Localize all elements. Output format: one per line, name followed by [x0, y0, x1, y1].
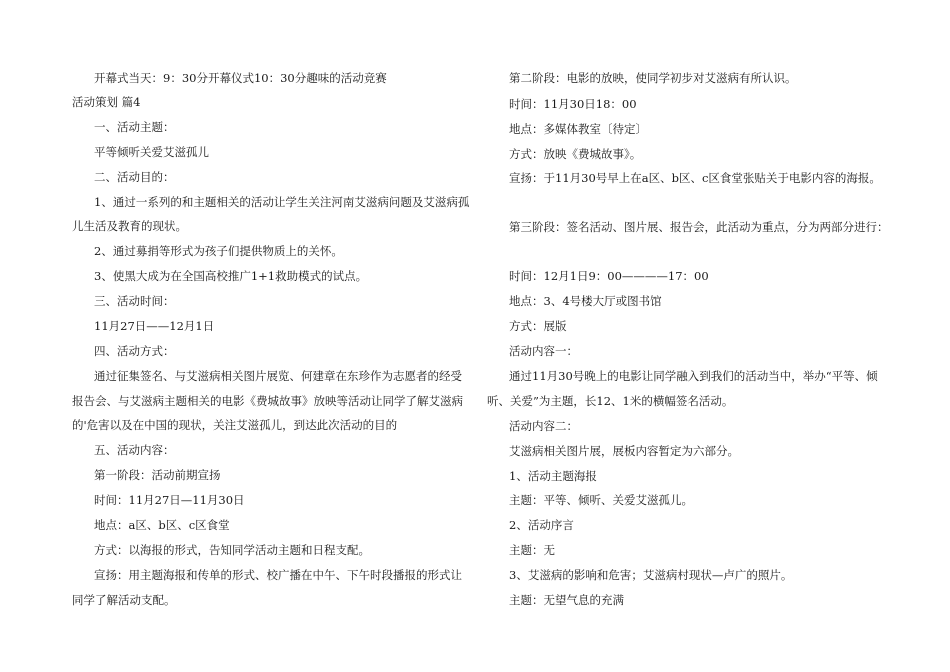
text-line: 2、活动序言 [509, 518, 574, 532]
text-line: 第一阶段：活动前期宣扬 [94, 468, 221, 482]
text-line: 方式：以海报的形式，告知同学活动主题和日程支配。 [94, 543, 370, 557]
text-line: 活动内容一： [509, 344, 578, 358]
text-line: 主题：平等、倾听、关爱艾滋孤儿。 [509, 493, 693, 507]
text-line: 方式：展版 [509, 319, 567, 333]
text-line: 儿生活及教育的现状。 [72, 219, 187, 233]
text-line: 11月27日——12月1日 [94, 319, 215, 333]
text-line: 活动内容二： [509, 419, 578, 433]
text-line: 时间：12月1日9：00————17：00 [509, 269, 709, 283]
text-line: 五、活动内容： [94, 443, 175, 457]
text-line: 主题：无望气息的充满 [509, 593, 624, 607]
section-heading: 活动策划 篇4 [72, 95, 141, 109]
text-line: 开幕式当天：9：30分开幕仪式10：30分趣味的活动竞赛 [94, 71, 387, 85]
text-line: 通过征集签名、与艾滋病相关图片展览、何建章在东珍作为志愿者的经受 [94, 369, 462, 383]
text-line: 报告会、与艾滋病主题相关的电影《费城故事》放映等活动让同学了解艾滋病 [72, 394, 463, 408]
text-line: 3、艾滋病的影响和危害；艾滋病村现状—卢广的照片。 [509, 568, 793, 582]
text-line: 时间：11月30日18：00 [509, 97, 637, 111]
text-line: 主题：无 [509, 543, 555, 557]
text-line: 平等倾听关爱艾滋孤儿 [94, 145, 209, 159]
text-line: 四、活动方式： [94, 344, 175, 358]
text-line: 1、通过一系列的和主题相关的活动让学生关注河南艾滋病问题及艾滋病孤 [94, 195, 470, 209]
text-line: 同学了解活动支配。 [72, 593, 176, 607]
text-line: 通过11月30号晚上的电影让同学融入到我们的活动当中，举办“平等、倾 [509, 369, 878, 383]
text-line: 时间：11月27日—11月30日 [94, 493, 245, 507]
text-line: 第二阶段：电影的放映，使同学初步对艾滋病有所认识。 [509, 71, 797, 85]
text-line: 三、活动时间： [94, 294, 175, 308]
text-line: 第三阶段：签名活动、图片展、报告会，此活动为重点，分为两部分进行： [509, 220, 889, 234]
text-line: 1、活动主题海报 [509, 469, 597, 483]
text-line: 宣扬：于11月30号早上在a区、b区、c区食堂张贴关于电影内容的海报。 [509, 171, 881, 185]
text-line: 二、活动目的： [94, 170, 175, 184]
text-line: 一、活动主题： [94, 120, 175, 134]
text-line: 2、通过募捐等形式为孩子们提供物质上的关怀。 [94, 244, 343, 258]
text-line: 方式：放映《费城故事》。 [509, 147, 642, 161]
text-line: 地点：3、4号楼大厅或图书馆 [509, 294, 662, 308]
text-line: 地点：a区、b区、c区食堂 [94, 518, 230, 532]
text-line: 宣扬：用主题海报和传单的形式、校广播在中午、下午时段播报的形式让 [94, 568, 462, 582]
text-line: 听、关爱”为主题，长12、1米的横幅签名活动。 [487, 394, 734, 408]
text-line: 的'危害以及在中国的现状，关注艾滋孤儿，到达此次活动的目的 [72, 418, 398, 432]
text-line: 3、使黑大成为在全国高校推广1+1救助模式的试点。 [94, 269, 368, 283]
text-line: 艾滋病相关图片展，展板内容暂定为六部分。 [509, 444, 739, 458]
text-line: 地点：多媒体教室〔待定〕 [509, 122, 647, 136]
